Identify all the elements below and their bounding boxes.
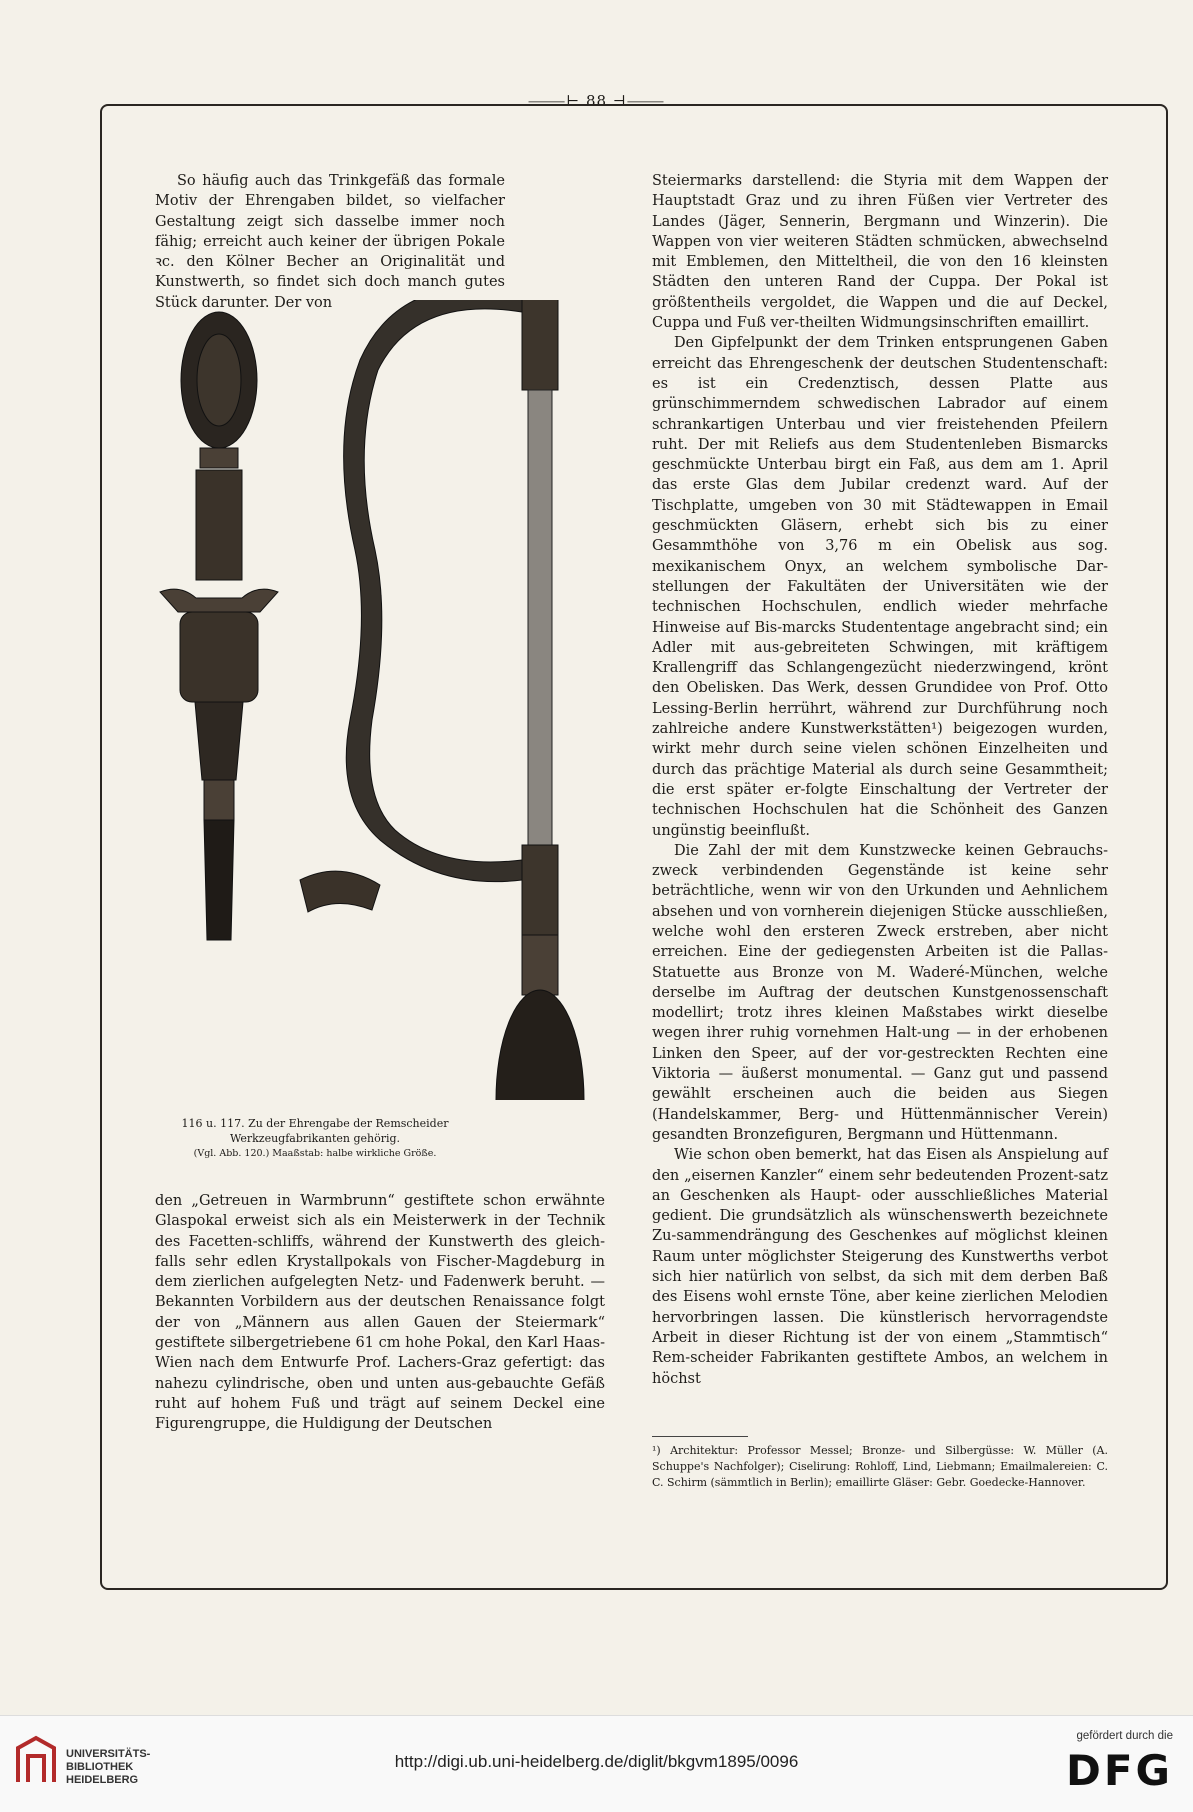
viewer-footer	[0, 1715, 1193, 1812]
left-column-top	[155, 171, 505, 313]
figure-caption-main: 116 u. 117. Zu der Ehrengabe der Remscheider Werkzeugfabrikanten gehörig.	[181, 1117, 449, 1145]
page-number-deco-left: ⸻⊢	[527, 92, 586, 110]
figure-caption	[140, 1116, 490, 1161]
paragraph: Steiermarks darstellend: die Styria mit dem Wappen der Hauptstadt Graz und zu ihren Füßen vier Vertreter des Landes (Jäger, Sennerin, Bergmann und Winzerin). Die Wappen von vier weiteren Städten schmücken, abwechselnd mit Emblemen, den Mitteltheil, die von den 16 kleinsten Städten den unteren Rand der Cuppa. Der Pokal ist größtentheils vergoldet, die Wappen und die auf Deckel, Cuppa und Fuß ver-theilten Widmungsinschriften emaillirt.	[652, 173, 1108, 332]
chisel-tool-illustration	[160, 312, 278, 940]
figure-tools	[140, 300, 630, 1100]
paragraph: Wie schon oben bemerkt, hat das Eisen als Anspielung auf den „eisernen Kanzler“ einem sehr bedeutenden Prozent-satz an Geschenken als Haupt- oder ausschließliches Material gedient. Die grundsätzlich als wünschenswerth bezeichnete Zu-sammendrängung des Geschenkes auf möglichst kleinen Raum unter möglichster Steigerung des Kunstwerths verbot sich hier natürlich von selbst, da sich mit dem derben Baß des Eisens wohl ernste Töne, aber keine zierlichen Melodien hervorbringen lassen. Die künstlerisch hervorragendste Arbeit in dieser Richtung ist der von einem „Stammtisch“ Rem-scheider Fabrikanten gestiftete Ambos, an welchem in höchst	[652, 1147, 1108, 1387]
paragraph: Die Zahl der mit dem Kunstzwecke keinen Gebrauchs-zweck verbindenden Gegenstände ist keine sehr beträchtliche, wenn wir von den Urkunden und Aehnlichem absehen und von vornherein diejenigen Stücke ausschließen, welche wohl den ersteren Zweck erstreben, aber nicht erreichen. Eine der gediegensten Arbeiten ist die Pallas-Statuette aus Bronze von M. Waderé-München, welche derselbe im Auftrag der deutschen Kunstgenossenschaft modellirt; trotz ihres kleinen Maßstabes wirkt dieselbe wegen ihrer ruhig vornehmen Halt-ung — in der erhobenen Linken den Speer, auf der vor-gestreckten Rechten eine Viktoria — äußerst monumental. — Ganz gut und passend gewählt erscheinen auch die beiden aus Siegen (Handelskammer, Berg- und Hüttenmännischer Verein) gesandten Bronzefiguren, Bergmann und Hüttenmann.	[652, 842, 1108, 1143]
funded-by-label: gefördert durch die	[1076, 1730, 1173, 1742]
page-number-value: 88	[585, 92, 608, 110]
figure-caption-sub: (Vgl. Abb. 120.) Maaßstab: halbe wirkliche Größe.	[193, 1148, 437, 1159]
permalink-url[interactable]: http://digi.ub.uni-heidelberg.de/diglit/bkgvm1895/0096	[394, 1752, 799, 1771]
saw-tool-illustration	[300, 300, 584, 1100]
institution-line: UNIVERSITÄTS-	[66, 1748, 151, 1760]
paragraph: So häufig auch das Trinkgefäß das formale Motiv der Ehrengaben bildet, so vielfacher Gestaltung zeigt sich dasselbe immer noch fähig; erreicht auch keiner der übrigen Pokale ꝛc. den Kölner Becher an Originalität und Kunstwerth, so findet sich doch manch gutes Stück darunter. Der von	[155, 173, 505, 311]
paragraph: den „Getreuen in Warmbrunn“ gestiftete schon erwähnte Glaspokal erweist sich als ein Meisterwerk in der Technik des Facetten-schliffs, während der Kunstwerth des gleich-falls sehr edlen Krystallpokals von Fischer-Magdeburg in dem zierlichen aufgelegten Netz- und Fadenwerk beruht. — Bekannten Vorbildern aus der deutschen Renaissance folgt der von „Männern aus allen Gauen der Steiermark“ gestiftete silbergetriebene 61 cm hohe Pokal, den Karl Haas-Wien nach dem Entwurfe Prof. Lachers-Graz gefertigt: das nahezu cylindrische, oben und unten aus-gebauchte Gefäß ruht auf hohem Fuß und trägt auf seinem Deckel eine Figurengruppe, die Huldigung der Deutschen	[155, 1193, 605, 1433]
dfg-logo[interactable]: DFG	[1065, 1746, 1173, 1795]
footnote: ¹) Architektur: Professor Messel; Bronze- und Silbergüsse: W. Müller (A. Schuppe's Nachfolger); Ciselirung: Rohloff, Lind, Liebmann; Emailmalereien: C. C. Schirm (sämmtlich in Berlin); emaillirte Gläser: Gebr. Goedecke-Hannover.	[652, 1444, 1108, 1489]
left-column-bottom	[155, 1191, 605, 1435]
page-number-deco-right: ⊣⸻	[607, 92, 666, 110]
institution-line: HEIDELBERG	[66, 1774, 139, 1786]
right-column	[652, 171, 1108, 1389]
footnote-divider	[652, 1436, 748, 1437]
paragraph: Den Gipfelpunkt der dem Trinken entsprungenen Gaben erreicht das Ehrengeschenk der deutschen Studentenschaft: es ist ein Credenztisch, dessen Platte aus grünschimmerndem schwedischen Labrador auf einem schrankartigen Unterbau und vier freistehenden Pfeilern ruht. Der mit Reliefs aus dem Studentenleben Bismarcks geschmückte Unterbau birgt ein Faß, aus dem am 1. April das erste Glas dem Jubilar credenzt ward. Auf der Tischplatte, umgeben von 30 mit Städtewappen in Email geschmückten Gläsern, erhebt sich bis zu einer Gesammthöhe von 3,76 m ein Obelisk aus sog. mexikanischem Onyx, an welchem symbolische Dar-stellungen der Fakultäten der Universitäten wie der technischen Hochschulen, endlich wieder mehrfache Hinweise auf Bis-marcks Studententage angebracht sind; ein Adler mit aus-gebreiteten Schwingen, mit kräftigem Krallengriff das Schlangengezücht niederzwingend, krönt den Obelisken. Das Werk, dessen Grundidee von Prof. Otto Lessing-Berlin herrührt, während zur Durchführung noch zahlreiche andere Kunstwerkstätten¹) beigezogen wurden, wirkt mehr durch seine vielen schönen Einzelheiten und durch das prächtige Material als durch seine Gesammtheit; die erst später er-folgte Einschaltung der Vertreter der technischen Hochschulen hat die Schönheit des Ganzen ungünstig beeinflußt.	[652, 335, 1108, 839]
tools-illustration	[140, 300, 630, 1100]
institution-line: BIBLIOTHEK	[66, 1761, 134, 1773]
